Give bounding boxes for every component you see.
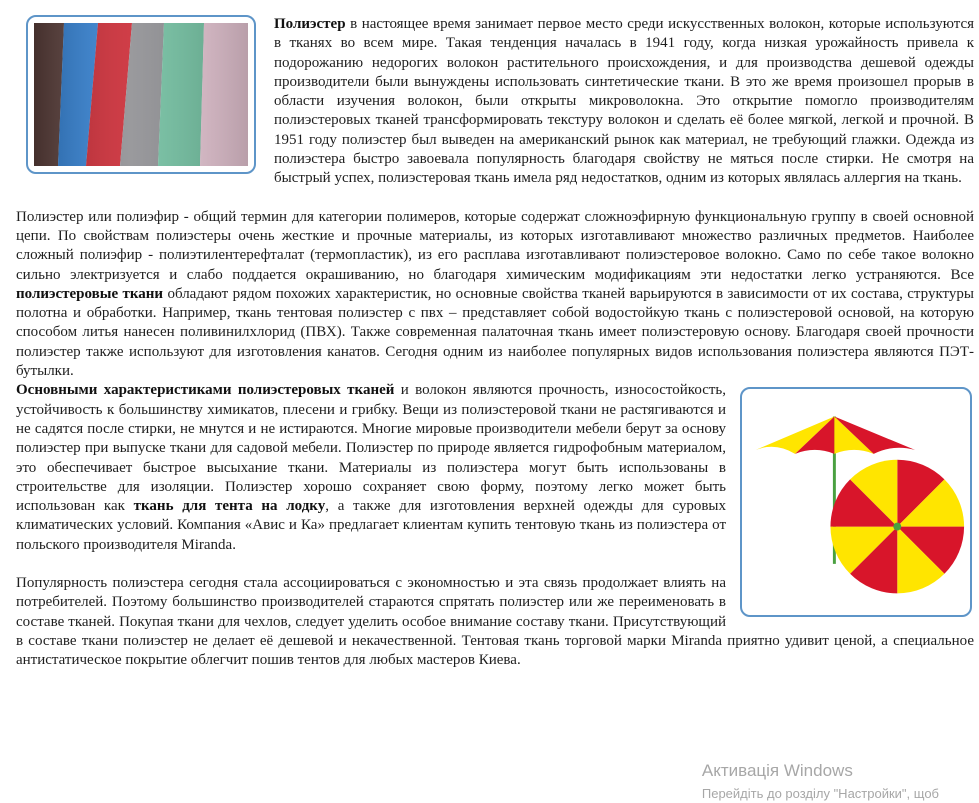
paragraph-2-text-b: обладают рядом похожих характеристик, но основные свойства тканей варьируются в зависимости от их состава, структуры полотна и обработки. Например, ткань тентовая полиэстер с пвх – представляет собой водостойкую ткань с полиэстеровой основой, на которую способом литья нанесен поливинилхлорид (ПВХ). Также современная палаточная ткань имеет полиэстеровую основу. Благодаря своей прочности полиэстер также используют для изготовления канатов. Сегодня одним из наиболее популярных видов использования полиэстера являются ПЭТ-бутылки.	[16, 285, 974, 380]
paragraph-3-text-a: и волокон являются прочность, износостойкость, устойчивость к большинству химикатов, плесени и грибку. Вещи из полиэстеровой ткани не растягиваются и не садятся после стирки, не мнутся и не истираются. Многие мировые производители мебели берут за основу полиэстер при выпуске ткани для садовой мебели. Полиэстер по природе является гидрофобным материалом, это обеспечивает быстрое высыхание ткани. Материалы из полиэстера могут быть использованы в строительстве для изоляции. Полиэстер хорошо сохраняет свою форму, поэтому легко может быть использован как	[16, 382, 726, 515]
umbrella-image	[740, 387, 972, 617]
polyester-fabrics-term: полиэстеровые ткани	[16, 285, 164, 302]
umbrellas-icon	[742, 389, 970, 615]
paragraph-2	[16, 208, 974, 382]
paragraph-1-text: в настоящее время занимает первое место среди искусственных волокон, которые используются в тканях во всем мире. Такая тенденция началась в 1941 году, когда низкая урожайность привела к подорожанию недорогих волокон растительного происхождения, и для производства дешевой одежды производители были вынуждены использовать синтетические ткани. В это же время произошел прорыв в области изучения волокон, были открыты микроволокна. Это открытие помогло производителям полиэстеровых тканей трансформировать текстуру волокон и сделать её более мягкой, легкой и прочной. В 1951 году полиэстер был выведен на американский рынок как материал, не требующий глажки. Одежда из полиэстера быстро завоевала популярность благодаря свойству не мяться после стирки. Не смотря на быстрый успех, полиэстеровая ткань имела ряд недостатков, одним из которых являлась аллергия на ткань.	[274, 16, 974, 187]
lead-term-polyester: Полиэстер	[274, 16, 346, 32]
watermark-title: Активація Windows	[701, 761, 853, 780]
fabric-swatches-icon	[34, 23, 248, 166]
windows-activation-watermark	[702, 761, 939, 803]
paragraph-2-text-a: Полиэстер или полиэфир - общий термин для категории полимеров, которые содержат сложноэфирную функциональную группу в своей основной цепи. По свойствам полиэстеры очень жесткие и прочные материалы, из которых изготавливают множество различных предметов. Наиболее сложный полиэфир - полиэтилентерефталат (термопластик), из его расплава изготавливают полиэстеровое волокно. Само по себе такое волокно сильно электризуется и слабо поддается окрашиванию, но благодаря химическим модификациям эти недостатки легко устраняются. Все	[16, 208, 974, 283]
article	[16, 15, 974, 671]
boat-awning-fabric-term: ткань для тента на лодку	[133, 498, 326, 515]
paragraph-3-text-b: , а также для изготовления верхней одежды для суровых климатических условий. Компания «Авис и Ка» предлагает клиентам купить тентовую ткань из полиэстера от польского производителя Miranda.	[16, 498, 726, 553]
umbrella-right	[830, 460, 964, 594]
main-characteristics-term: Основными характеристиками полиэстеровых тканей	[16, 382, 395, 399]
watermark-subtitle: Перейдіть до розділу "Настройки", щоб	[701, 786, 939, 801]
fabric-image	[26, 15, 256, 174]
paragraph-4-text: Популярность полиэстера сегодня стала ассоциироваться с экономностью и эта связь продолжает влиять на потребителей. Поэтому большинство производителей стараются спрятать полиэстер или же переименовать в составе тканей. Покупая ткани для чехлов, следует уделить особое внимание составу ткани. Присутствующий в составе ткани полиэстер не делает её дешевой и некачественной. Тентовая ткань торговой марки Miranda приятно удивит ценой, а специальное антистатическое покрытие облегчит пошив тентов для любых мастеров Киева.	[16, 575, 974, 669]
